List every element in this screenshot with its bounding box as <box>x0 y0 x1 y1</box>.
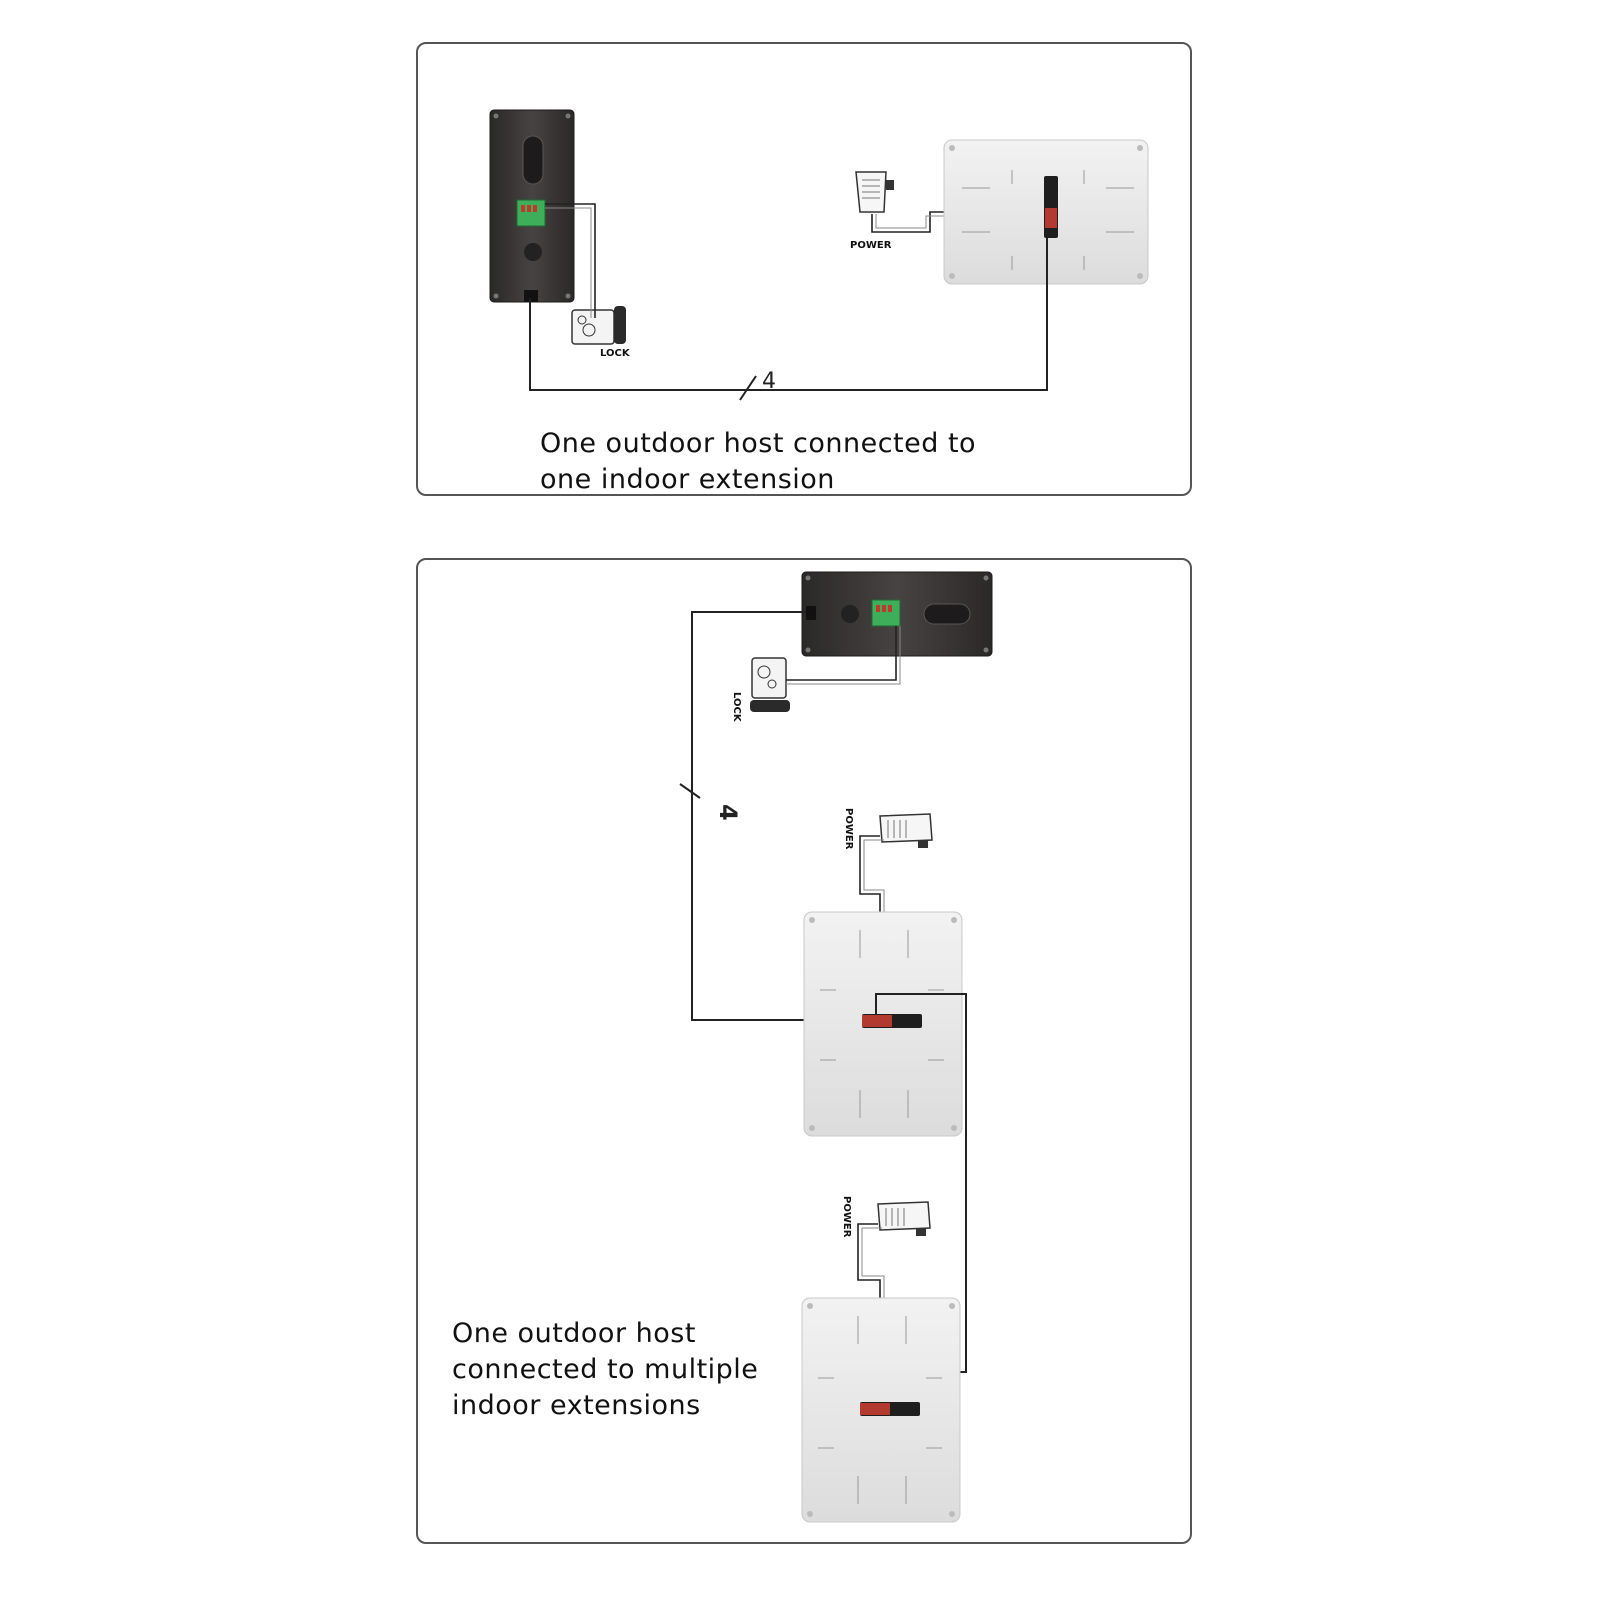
indoor-monitor-2a <box>804 912 962 1136</box>
caption-single-line2: one indoor extension <box>540 464 835 495</box>
lock-label-2: LOCK <box>731 692 742 722</box>
caption-multiple-line2: connected to multiple <box>452 1354 759 1385</box>
power-label-2: POWER <box>843 808 854 850</box>
power-label-3: POWER <box>841 1196 852 1238</box>
power-adapter-2 <box>880 814 932 848</box>
lock-device-1 <box>572 306 626 344</box>
caption-multiple <box>452 1316 758 1424</box>
caption-multiple-line3: indoor extensions <box>452 1390 701 1421</box>
outdoor-unit-2 <box>802 572 992 656</box>
wire-count-1: 4 <box>762 369 776 394</box>
power-adapter-1 <box>856 172 894 212</box>
caption-multiple-line1: One outdoor host <box>452 1318 696 1349</box>
wire-count-2: 4 <box>714 804 742 821</box>
indoor-monitor-2b <box>802 1298 960 1522</box>
caption-single-line1: One outdoor host connected to <box>540 428 977 459</box>
outdoor-unit-1 <box>490 110 574 302</box>
power-label-1: POWER <box>850 240 892 251</box>
lock-label-1: LOCK <box>600 348 630 359</box>
caption-single <box>540 426 976 498</box>
power-adapter-3 <box>878 1202 930 1236</box>
lock-device-2 <box>750 658 790 712</box>
